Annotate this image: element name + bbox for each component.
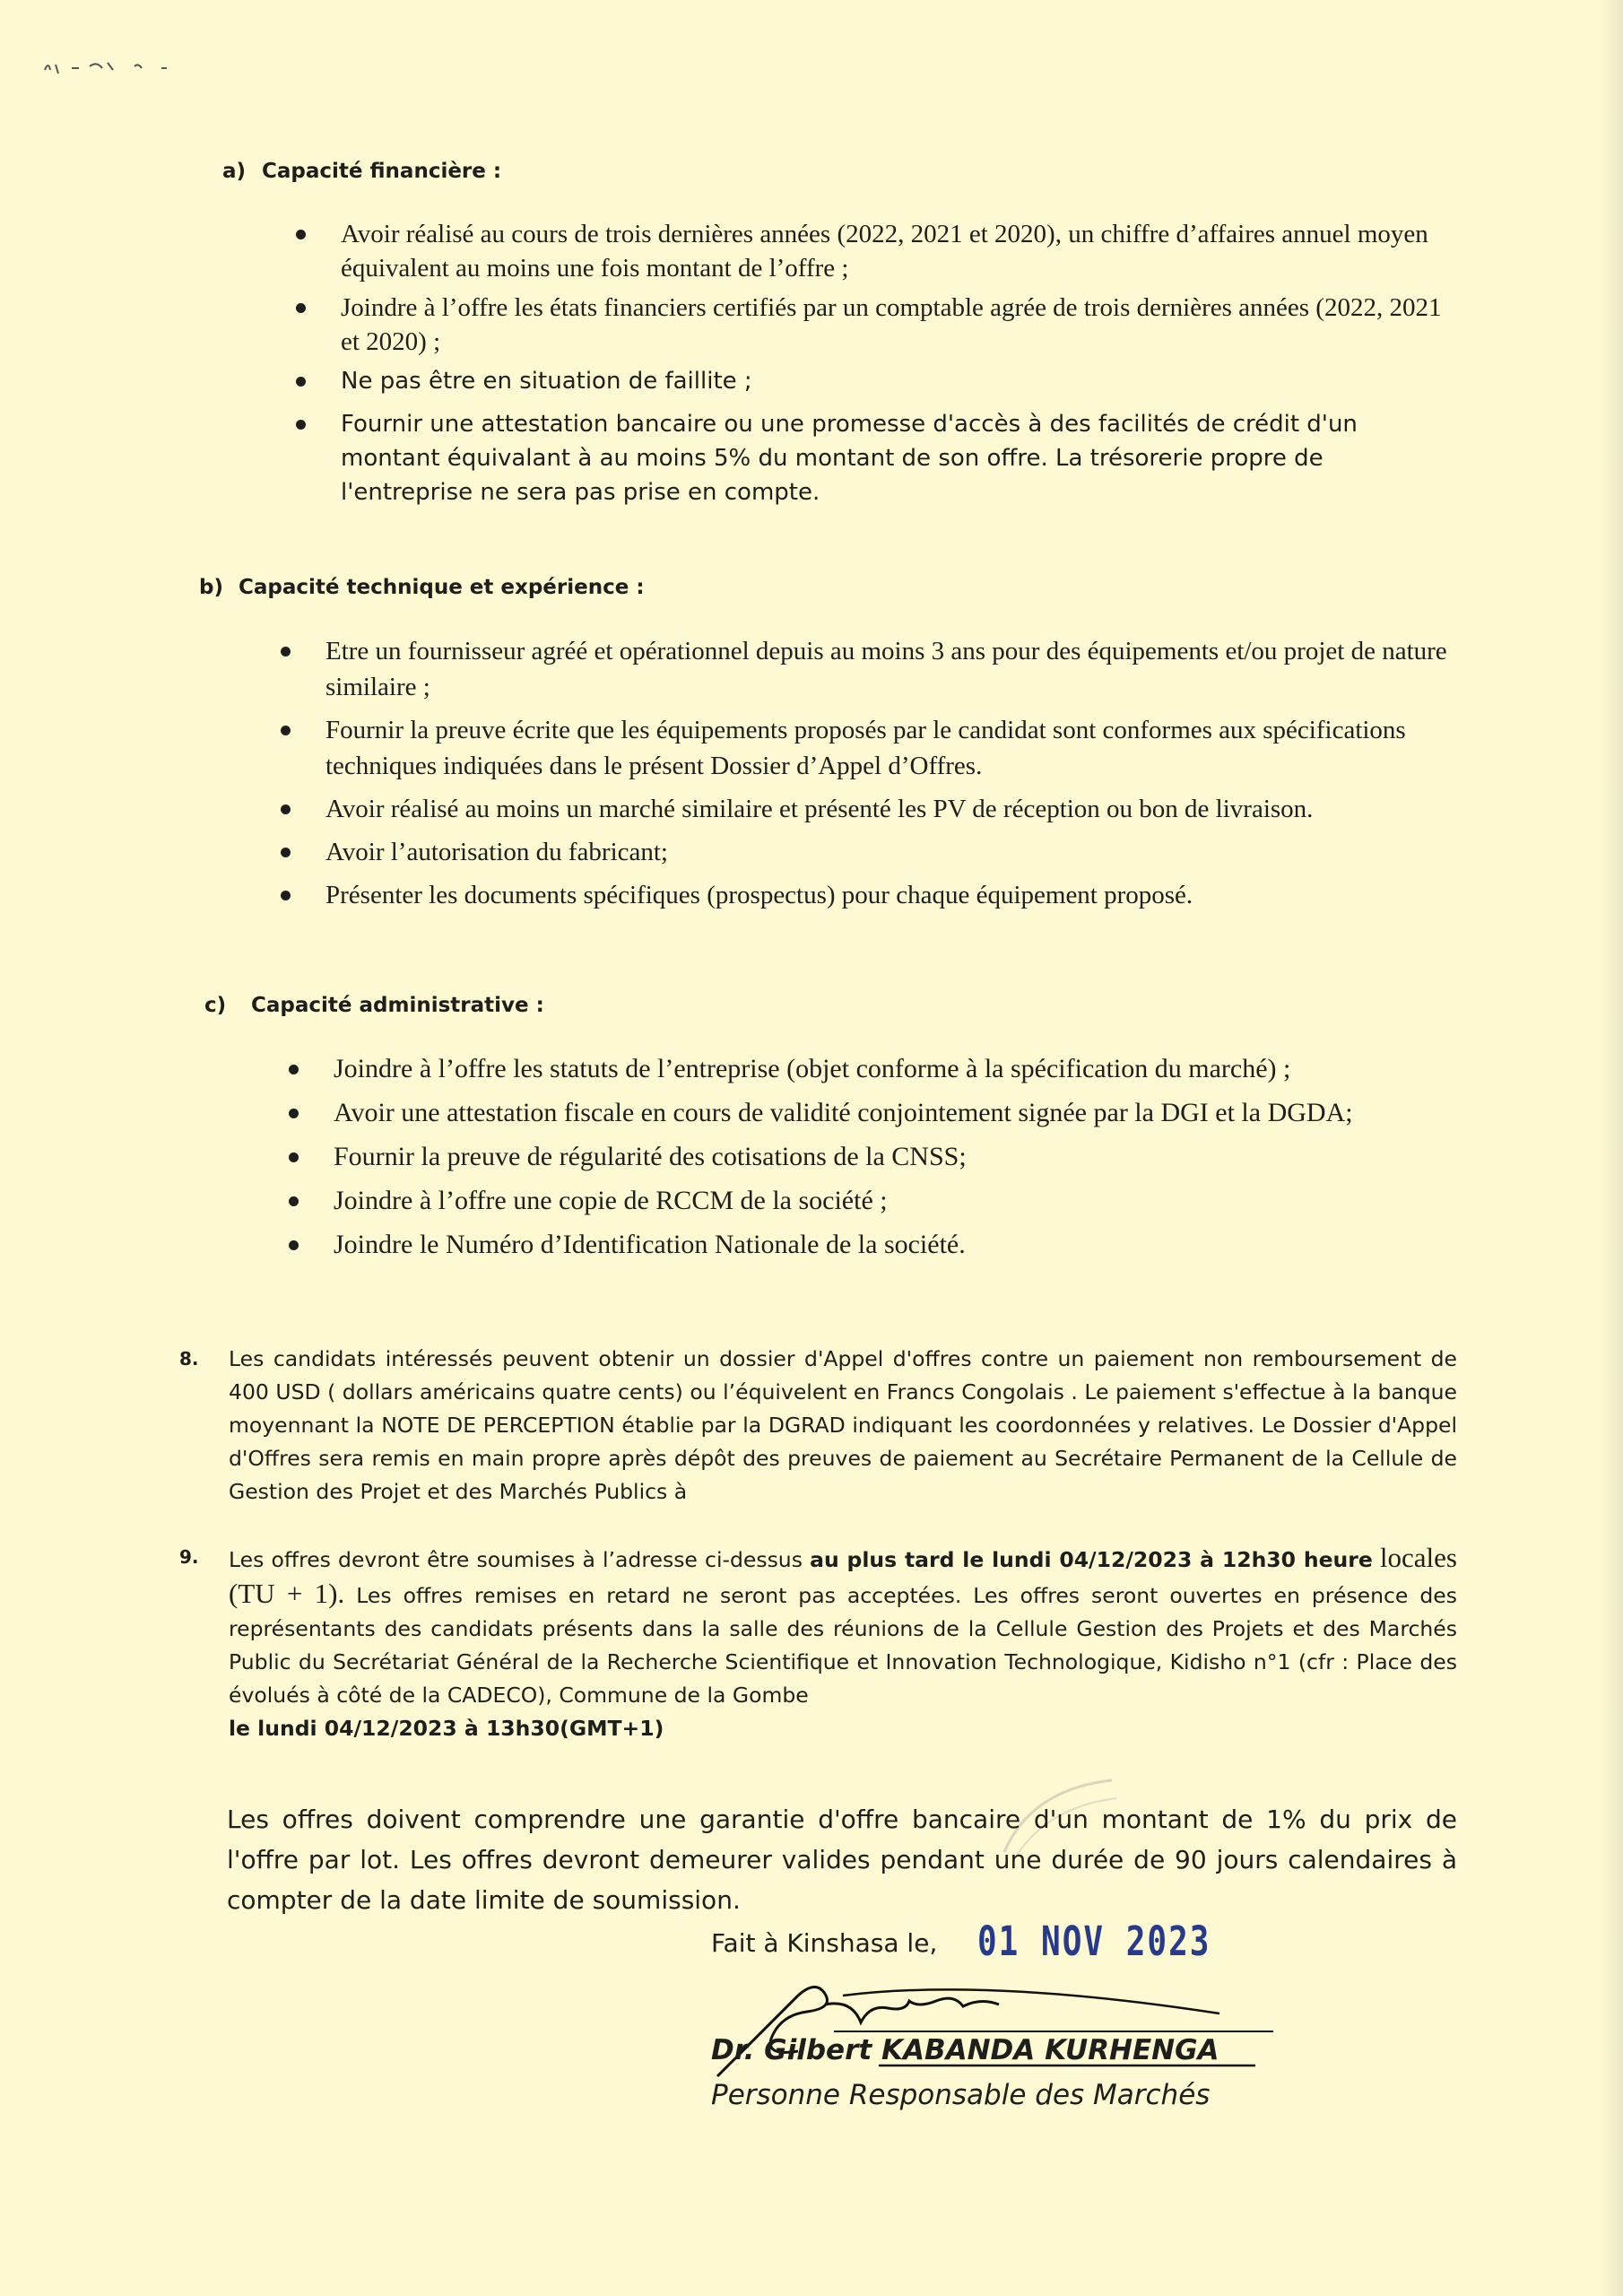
section-b-heading (199, 576, 645, 599)
list-item: Avoir réalisé au moins un marché similaire et présenté les PV de réception ou bon de livraison. (325, 791, 1455, 827)
point-9-number: 9. (179, 1546, 199, 1568)
point-9-body (229, 1541, 1457, 1745)
guarantee-paragraph: Les offres doivent comprendre une garantie d'offre bancaire d'un montant de 1% du prix de l'offre par lot. Les offres devront demeurer valides pendant une durée de 90 jours calendaires à compter de la date limite de soumission. (227, 1805, 1457, 1915)
section-c-list (334, 1050, 1463, 1270)
section-a-label: a) (222, 160, 247, 183)
point-9-opening: le lundi 04/12/2023 à 13h30(GMT+1) (229, 1716, 664, 1741)
point-9 (179, 1541, 1457, 1745)
section-b-title: Capacité technique et expérience : (239, 576, 645, 599)
section-a-heading (222, 160, 501, 183)
section-b-list (325, 633, 1455, 920)
section-a-list (341, 217, 1453, 518)
list-item: Avoir l’autorisation du fabricant; (325, 834, 1455, 870)
point-9-deadline: au plus tard le lundi 04/12/2023 à 12h30 heure (810, 1547, 1373, 1572)
date-stamp: 01 NOV 2023 (977, 1919, 1211, 1966)
list-item: Joindre à l’offre les statuts de l’entreprise (objet conforme à la spécification du marché) ; (334, 1050, 1463, 1087)
section-c-title: Capacité administrative : (251, 994, 544, 1017)
section-b-label: b) (199, 576, 223, 599)
signatory-title: Personne Responsable des Marchés (711, 2079, 1211, 2111)
point-8-number: 8. (179, 1348, 199, 1370)
list-item: Joindre le Numéro d’Identification Nationale de la société. (334, 1226, 1463, 1263)
list-item: Fournir la preuve écrite que les équipements proposés par le candidat sont conformes aux spécifications techniques indiquées dans le présent Dossier d’Appel d’Offres. (325, 712, 1455, 784)
point-9-timezone: locales (TU + 1). (229, 1542, 1457, 1609)
list-item: Fournir une attestation bancaire ou une promesse d'accès à des facilités de crédit d'un montant équivalant à au moins 5% du montant de son offre. La trésorerie propre de l'entreprise ne sera pas prise en compte. (341, 407, 1453, 509)
list-item: Joindre à l’offre les états financiers certifiés par un comptable agrée de trois dernières années (2022, 2021 et 2020) ; (341, 291, 1453, 359)
signatory-name: Dr. Gilbert KABANDA KURHENGA (711, 2034, 1219, 2066)
list-item: Ne pas être en situation de faillite ; (341, 364, 1453, 398)
point-9-rest: Les offres remises en retard ne seront pas acceptées. Les offres seront ouvertes en présence des représentants des candidats présents dans la salle des réunions de la Cellule Gestion des Projets et des Marchés Public du Secrétariat Général de la Recherche Scientifique et Innovation Technologique, Kidisho n°1 (cfr : Place des évolués à côté de la CADECO), Commune de la Gombe (229, 1583, 1457, 1708)
section-c-heading (204, 994, 544, 1017)
section-a-title: Capacité financière : (262, 160, 502, 183)
place-date: Fait à Kinshasa le, (711, 1928, 938, 1958)
list-item: Avoir une attestation fiscale en cours de validité conjointement signée par la DGI et la DGDA; (334, 1094, 1463, 1131)
list-item: Avoir réalisé au cours de trois dernières années (2022, 2021 et 2020), un chiffre d’affaires annuel moyen équivalent au moins une fois montant de l’offre ; (341, 217, 1453, 285)
list-item: Etre un fournisseur agréé et opérationnel depuis au moins 3 ans pour des équipements et/ou projet de nature similaire ; (325, 633, 1455, 705)
section-c-label: c) (204, 994, 227, 1017)
list-item: Présenter les documents spécifiques (prospectus) pour chaque équipement proposé. (325, 877, 1455, 913)
point-9-intro: Les offres devront être soumises à l’adresse ci-dessus (229, 1547, 803, 1572)
list-item: Fournir la preuve de régularité des cotisations de la CNSS; (334, 1138, 1463, 1175)
point-8 (179, 1343, 1457, 1509)
handwritten-signature (699, 1942, 1309, 2094)
point-8-text: Les candidats intéressés peuvent obtenir un dossier d'Appel d'offres contre un paiement non remboursement de 400 USD ( dollars américains quatre cents) ou l’équivelent en Francs Congolais . Le paiement s'effectue à la banque moyennant la NOTE DE PERCEPTION établie par la DGRAD indiquant les coordonnées y relatives. Le Dossier d'Appel d'Offres sera remis en main propre après dépôt des preuves de paiement au Secrétaire Permanent de la Cellule de Gestion des Projet et des Marchés Publics à (229, 1346, 1457, 1504)
margin-scribble (36, 45, 197, 81)
page-edge (1601, 0, 1623, 2296)
list-item: Joindre à l’offre une copie de RCCM de la société ; (334, 1182, 1463, 1219)
